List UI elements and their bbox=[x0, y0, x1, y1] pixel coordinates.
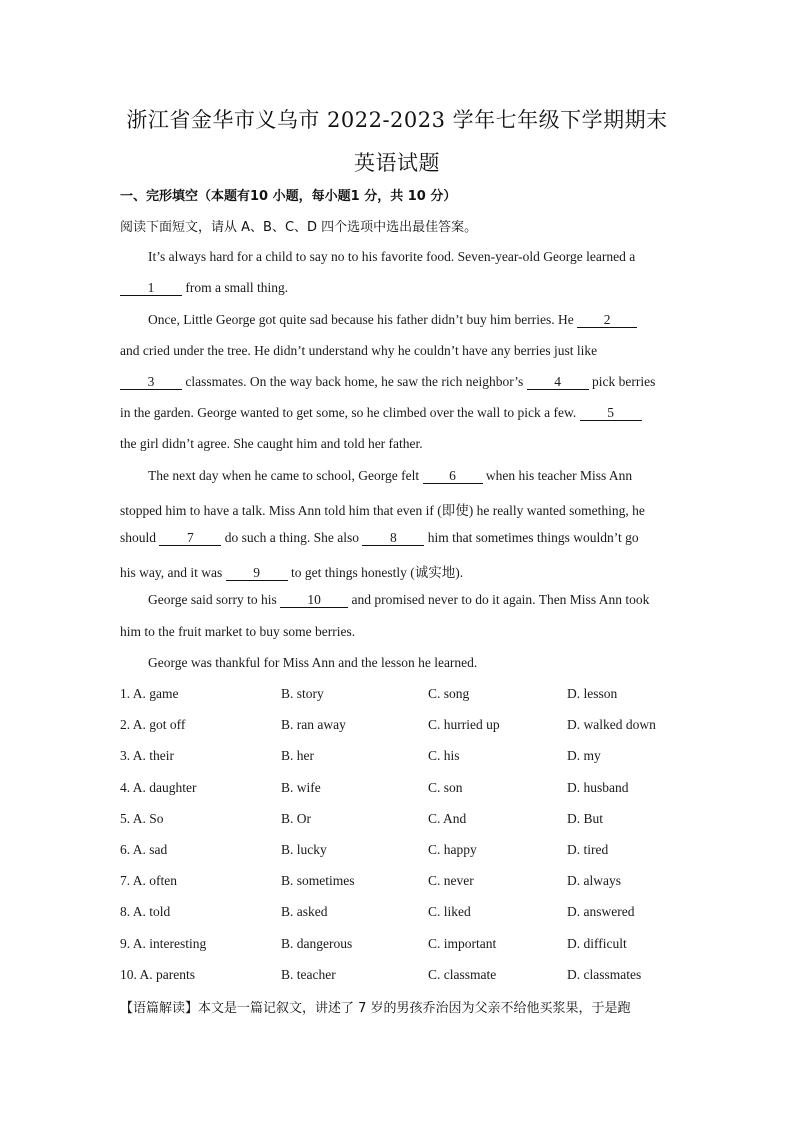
passage-line bbox=[148, 468, 632, 484]
passage-text: in the garden. George wanted to get some, so he climbed over the wall to pick a few. bbox=[120, 405, 580, 420]
question-3-option-b: B. her bbox=[281, 748, 314, 763]
question-10-option-a: 10. A. parents bbox=[120, 967, 195, 982]
question-10-option-d: D. classmates bbox=[567, 967, 642, 982]
question-8-option-c: C. liked bbox=[428, 904, 471, 919]
question-9-option-c: C. important bbox=[428, 936, 497, 951]
question-6-option-b: B. lucky bbox=[281, 842, 327, 857]
passage-line bbox=[120, 374, 655, 390]
blank-3: 3 bbox=[120, 375, 182, 390]
passage-text: Once, Little George got quite sad because his father didn’t buy him berries. He bbox=[148, 312, 578, 327]
blank-5: 5 bbox=[580, 406, 642, 421]
question-4-option-a: 4. A. daughter bbox=[120, 780, 197, 795]
question-7-option-a: 7. A. often bbox=[120, 873, 177, 888]
blank-2: 2 bbox=[577, 313, 637, 328]
question-8-option-d: D. answered bbox=[567, 904, 635, 919]
exam-title: 浙江省金华市义乌市 2022-2023 学年七年级下学期期末 bbox=[126, 108, 668, 132]
question-6-option-d: D. tired bbox=[567, 842, 609, 857]
section-heading: 一、完形填空（本题有10 小题，每小题1 分，共 10 分） bbox=[120, 189, 457, 204]
question-5-option-d: D. But bbox=[567, 811, 604, 826]
passage-line bbox=[120, 405, 642, 421]
passage-text: him that sometimes things wouldn’t go bbox=[424, 530, 639, 545]
question-10-option-c: C. classmate bbox=[428, 967, 497, 982]
passage-line bbox=[120, 530, 639, 546]
passage-text: from a small thing. bbox=[182, 280, 289, 295]
blank-10: 10 bbox=[280, 593, 348, 608]
blank-8: 8 bbox=[362, 531, 424, 546]
question-9-option-a: 9. A. interesting bbox=[120, 936, 207, 951]
passage-text: classmates. On the way back home, he saw the rich neighbor’s bbox=[182, 374, 527, 389]
exam-subtitle: 英语试题 bbox=[354, 151, 440, 175]
question-7-option-c: C. never bbox=[428, 873, 474, 888]
passage-text: his way, and it was bbox=[120, 565, 226, 580]
passage-text: the girl didn’t agree. She caught him and told her father. bbox=[120, 436, 423, 451]
question-1-option-b: B. story bbox=[281, 686, 324, 701]
passage-text: when his teacher Miss Ann bbox=[482, 468, 633, 483]
passage-text: should bbox=[120, 530, 160, 545]
passage-analysis: 【语篇解读】本文是一篇记叙文，讲述了 7 岁的男孩乔治因为父亲不给他买浆果，于是跑 bbox=[120, 1001, 631, 1016]
blank-1: 1 bbox=[120, 281, 182, 296]
passage-line bbox=[148, 592, 649, 608]
passage-line bbox=[120, 561, 463, 581]
blank-7: 7 bbox=[159, 531, 221, 546]
passage-text: The next day when he came to school, George felt bbox=[148, 468, 423, 483]
question-4-option-b: B. wife bbox=[281, 780, 321, 795]
question-1-option-d: D. lesson bbox=[567, 686, 618, 701]
passage-line bbox=[120, 436, 423, 452]
question-6-option-c: C. happy bbox=[428, 842, 477, 857]
question-2-option-a: 2. A. got off bbox=[120, 717, 186, 732]
passage-text: and promised never to do it again. Then Miss Ann took bbox=[348, 592, 650, 607]
question-9-option-b: B. dangerous bbox=[281, 936, 353, 951]
question-3-option-a: 3. A. their bbox=[120, 748, 174, 763]
question-7-option-b: B. sometimes bbox=[281, 873, 355, 888]
question-8-option-a: 8. A. told bbox=[120, 904, 171, 919]
instruction-text: 阅读下面短文，请从 A、B、C、D 四个选项中选出最佳答案。 bbox=[120, 220, 478, 235]
passage-text: do such a thing. She also bbox=[221, 530, 363, 545]
question-4-option-d: D. husband bbox=[567, 780, 629, 795]
question-5-option-c: C. And bbox=[428, 811, 467, 826]
blank-6: 6 bbox=[423, 469, 483, 484]
question-5-option-b: B. Or bbox=[281, 811, 311, 826]
passage-line bbox=[120, 280, 288, 296]
passage-text: It’s always hard for a child to say no to his favorite food. Seven-year-old George learned a bbox=[148, 249, 636, 264]
question-7-option-d: D. always bbox=[567, 873, 621, 888]
question-6-option-a: 6. A. sad bbox=[120, 842, 168, 857]
question-4-option-c: C. son bbox=[428, 780, 463, 795]
question-2-option-b: B. ran away bbox=[281, 717, 346, 732]
question-1-option-c: C. song bbox=[428, 686, 470, 701]
question-2-option-d: D. walked down bbox=[567, 717, 656, 732]
passage-line bbox=[148, 249, 635, 265]
question-2-option-c: C. hurried up bbox=[428, 717, 500, 732]
passage-text: to get things honestly (诚实地). bbox=[287, 565, 464, 580]
question-5-option-a: 5. A. So bbox=[120, 811, 164, 826]
passage-line bbox=[148, 655, 477, 671]
passage-text: and cried under the tree. He didn’t understand why he couldn’t have any berries just like bbox=[120, 343, 598, 358]
passage-text: him to the fruit market to buy some berries. bbox=[120, 624, 356, 639]
question-3-option-c: C. his bbox=[428, 748, 460, 763]
passage-line bbox=[120, 343, 597, 359]
question-1-option-a: 1. A. game bbox=[120, 686, 179, 701]
passage-line bbox=[120, 624, 355, 640]
passage-line bbox=[148, 312, 637, 328]
question-8-option-b: B. asked bbox=[281, 904, 328, 919]
question-10-option-b: B. teacher bbox=[281, 967, 336, 982]
blank-9: 9 bbox=[226, 566, 288, 581]
passage-line bbox=[120, 499, 645, 519]
passage-text: George said sorry to his bbox=[148, 592, 281, 607]
passage-text: pick berries bbox=[588, 374, 656, 389]
passage-text: George was thankful for Miss Ann and the lesson he learned. bbox=[148, 655, 478, 670]
question-3-option-d: D. my bbox=[567, 748, 601, 763]
passage-text: stopped him to have a talk. Miss Ann told him that even if (即使) he really wanted something, he bbox=[120, 503, 645, 518]
question-9-option-d: D. difficult bbox=[567, 936, 627, 951]
blank-4: 4 bbox=[527, 375, 589, 390]
